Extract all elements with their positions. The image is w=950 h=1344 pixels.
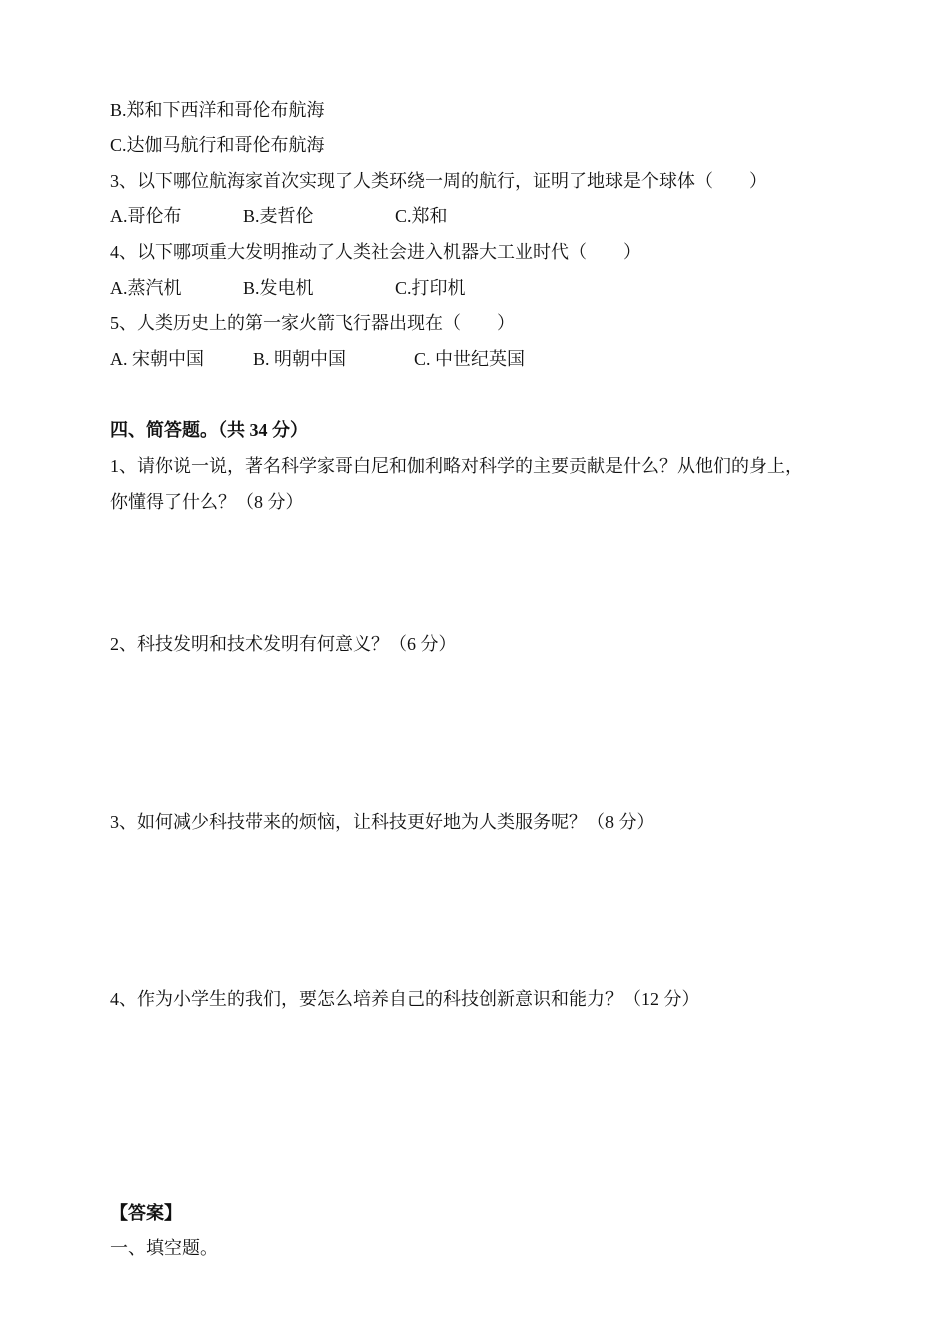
short-answer-3: 3、如何减少科技带来的烦恼，让科技更好地为人类服务呢？（8 分） [110,812,655,832]
q5-option-a: A. 宋朝中国 [110,349,204,369]
question-5: 5、人类历史上的第一家火箭飞行器出现在（ ） [110,313,515,333]
q3-option-b: B.麦哲伦 [243,206,314,226]
short-answer-1-line2: 你懂得了什么？（8 分） [110,492,304,512]
question-4: 4、以下哪项重大发明推动了人类社会进入机器大工业时代（ ） [110,242,641,262]
short-answer-1-line1: 1、请你说一说，著名科学家哥白尼和伽利略对科学的主要贡献是什么？从他们的身上， [110,456,803,476]
q5-option-c: C. 中世纪英国 [414,349,526,369]
q4-option-b: B.发电机 [243,278,314,298]
answers-section-1: 一、填空题。 [110,1238,218,1258]
option-c-prev: C.达伽马航行和哥伦布航海 [110,135,325,155]
q4-option-c: C.打印机 [395,278,466,298]
q5-option-b: B. 明朝中国 [253,349,347,369]
q3-option-a: A.哥伦布 [110,206,182,226]
question-3: 3、以下哪位航海家首次实现了人类环绕一周的航行，证明了地球是个球体（ ） [110,171,767,191]
short-answer-4: 4、作为小学生的我们，要怎么培养自己的科技创新意识和能力？（12 分） [110,989,700,1009]
q4-option-a: A.蒸汽机 [110,278,182,298]
short-answer-2: 2、科技发明和技术发明有何意义？（6 分） [110,634,457,654]
section-4-heading: 四、简答题。（共 34 分） [110,420,308,440]
q3-option-c: C.郑和 [395,206,448,226]
option-b-prev: B.郑和下西洋和哥伦布航海 [110,100,325,120]
answers-heading: 【答案】 [110,1203,182,1223]
